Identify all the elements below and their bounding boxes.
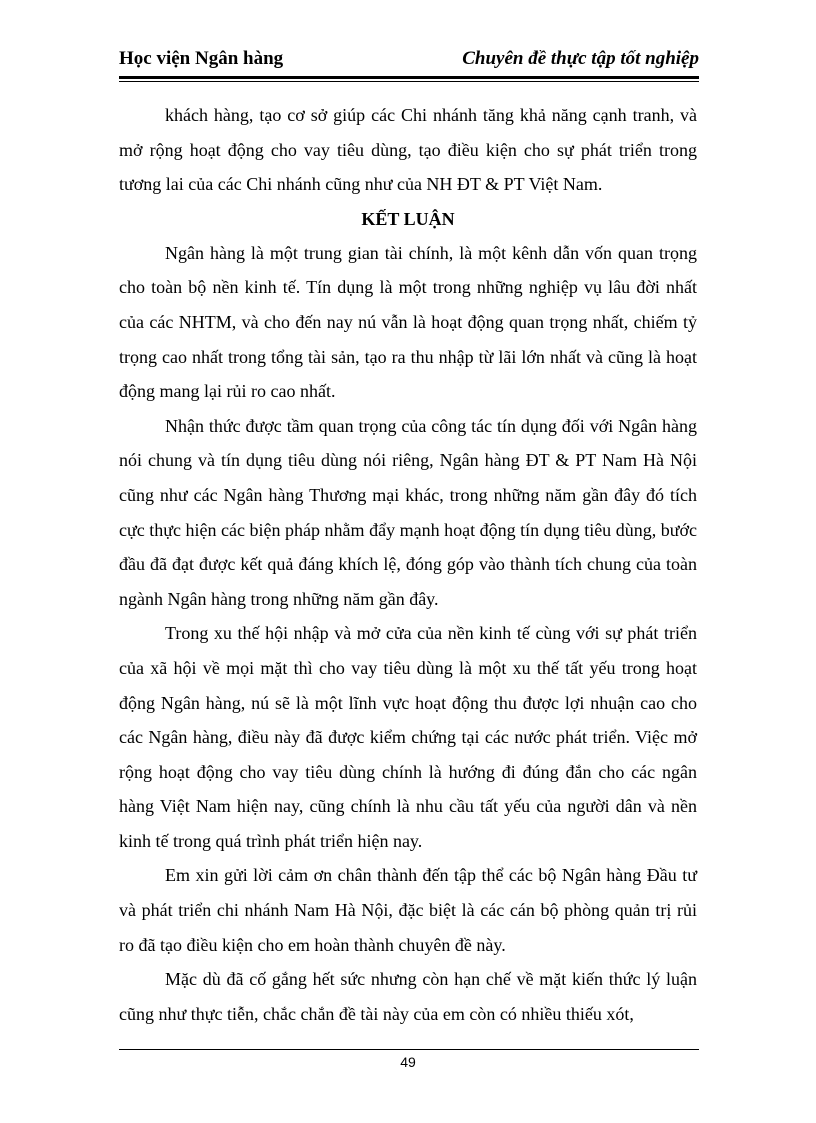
body-paragraph: Ngân hàng là một trung gian tài chính, là một kênh dẫn vốn quan trọng cho toàn bộ nền kinh tế. Tín dụng là một trong những nghiệp vụ lâu đời nhất của các NHTM, và cho đến nay nú vẫn là hoạt động quan trọng nhất, chiếm tỷ trọng cao nhất trong tổng tài sản, tạo ra thu nhập từ lãi lớn nhất và cũng là hoạt động mang lại rủi ro cao nhất. bbox=[119, 242, 697, 402]
page-number: 49 bbox=[400, 1054, 416, 1070]
page-header bbox=[119, 48, 699, 80]
section-heading: KẾT LUẬN bbox=[361, 208, 455, 229]
document-body bbox=[119, 98, 697, 1031]
body-paragraph: Mặc dù đã cố gắng hết sức nhưng còn hạn chế về mặt kiến thức lý luận cũng như thực tiễn, chắc chắn đề tài này của em còn có nhiều thiếu xót, bbox=[119, 969, 697, 1024]
body-paragraph: Em xin gửi lời cảm ơn chân thành đến tập thể các bộ Ngân hàng Đầu tư và phát triển chi nhánh Nam Hà Nội, đặc biệt là các cán bộ phòng quản trị rủi ro đã tạo điều kiện cho em hoàn thành chuyên đề này. bbox=[119, 865, 697, 955]
header-divider-thin bbox=[119, 81, 699, 82]
header-divider-thick bbox=[119, 76, 699, 79]
continuation-paragraph: khách hàng, tạo cơ sở giúp các Chi nhánh tăng khả năng cạnh tranh, và mở rộng hoạt động cho vay tiêu dùng, tạo điều kiện cho sự phát triển trong tương lai của các Chi nhánh cũng như của NH ĐT & PT Việt Nam. bbox=[119, 105, 697, 195]
body-paragraph: Trong xu thế hội nhập và mở cửa của nền kinh tế cùng với sự phát triển của xã hội về mọi mặt thì cho vay tiêu dùng là một xu thế tất yếu trong hoạt động Ngân hàng, nú sẽ là một lĩnh vực hoạt động thu được lợi nhuận cao cho các Ngân hàng, điều này đã được kiểm chứng tại các nước phát triển. Việc mở rộng hoạt động cho vay tiêu dùng chính là hướng đi đúng đắn cho các ngân hàng Việt Nam hiện nay, cũng chính là nhu cầu tất yếu của người dân và nền kinh tế trong quá trình phát triển hiện nay. bbox=[119, 623, 697, 851]
header-institution: Học viện Ngân hàng bbox=[119, 48, 284, 69]
footer-divider bbox=[119, 1049, 699, 1050]
header-document-title: Chuyên đề thực tập tốt nghiệp bbox=[462, 48, 699, 69]
body-paragraph: Nhận thức được tầm quan trọng của công tác tín dụng đối với Ngân hàng nói chung và tín dụng tiêu dùng nói riêng, Ngân hàng ĐT & PT Nam Hà Nội cũng như các Ngân hàng Thương mại khác, trong những năm gần đây đó tích cực thực hiện các biện pháp nhằm đẩy mạnh hoạt động tín dụng tiêu dùng, bước đầu đã đạt được kết quả đáng khích lệ, đóng góp vào thành tích chung của toàn ngành Ngân hàng trong những năm gần đây. bbox=[119, 415, 697, 609]
